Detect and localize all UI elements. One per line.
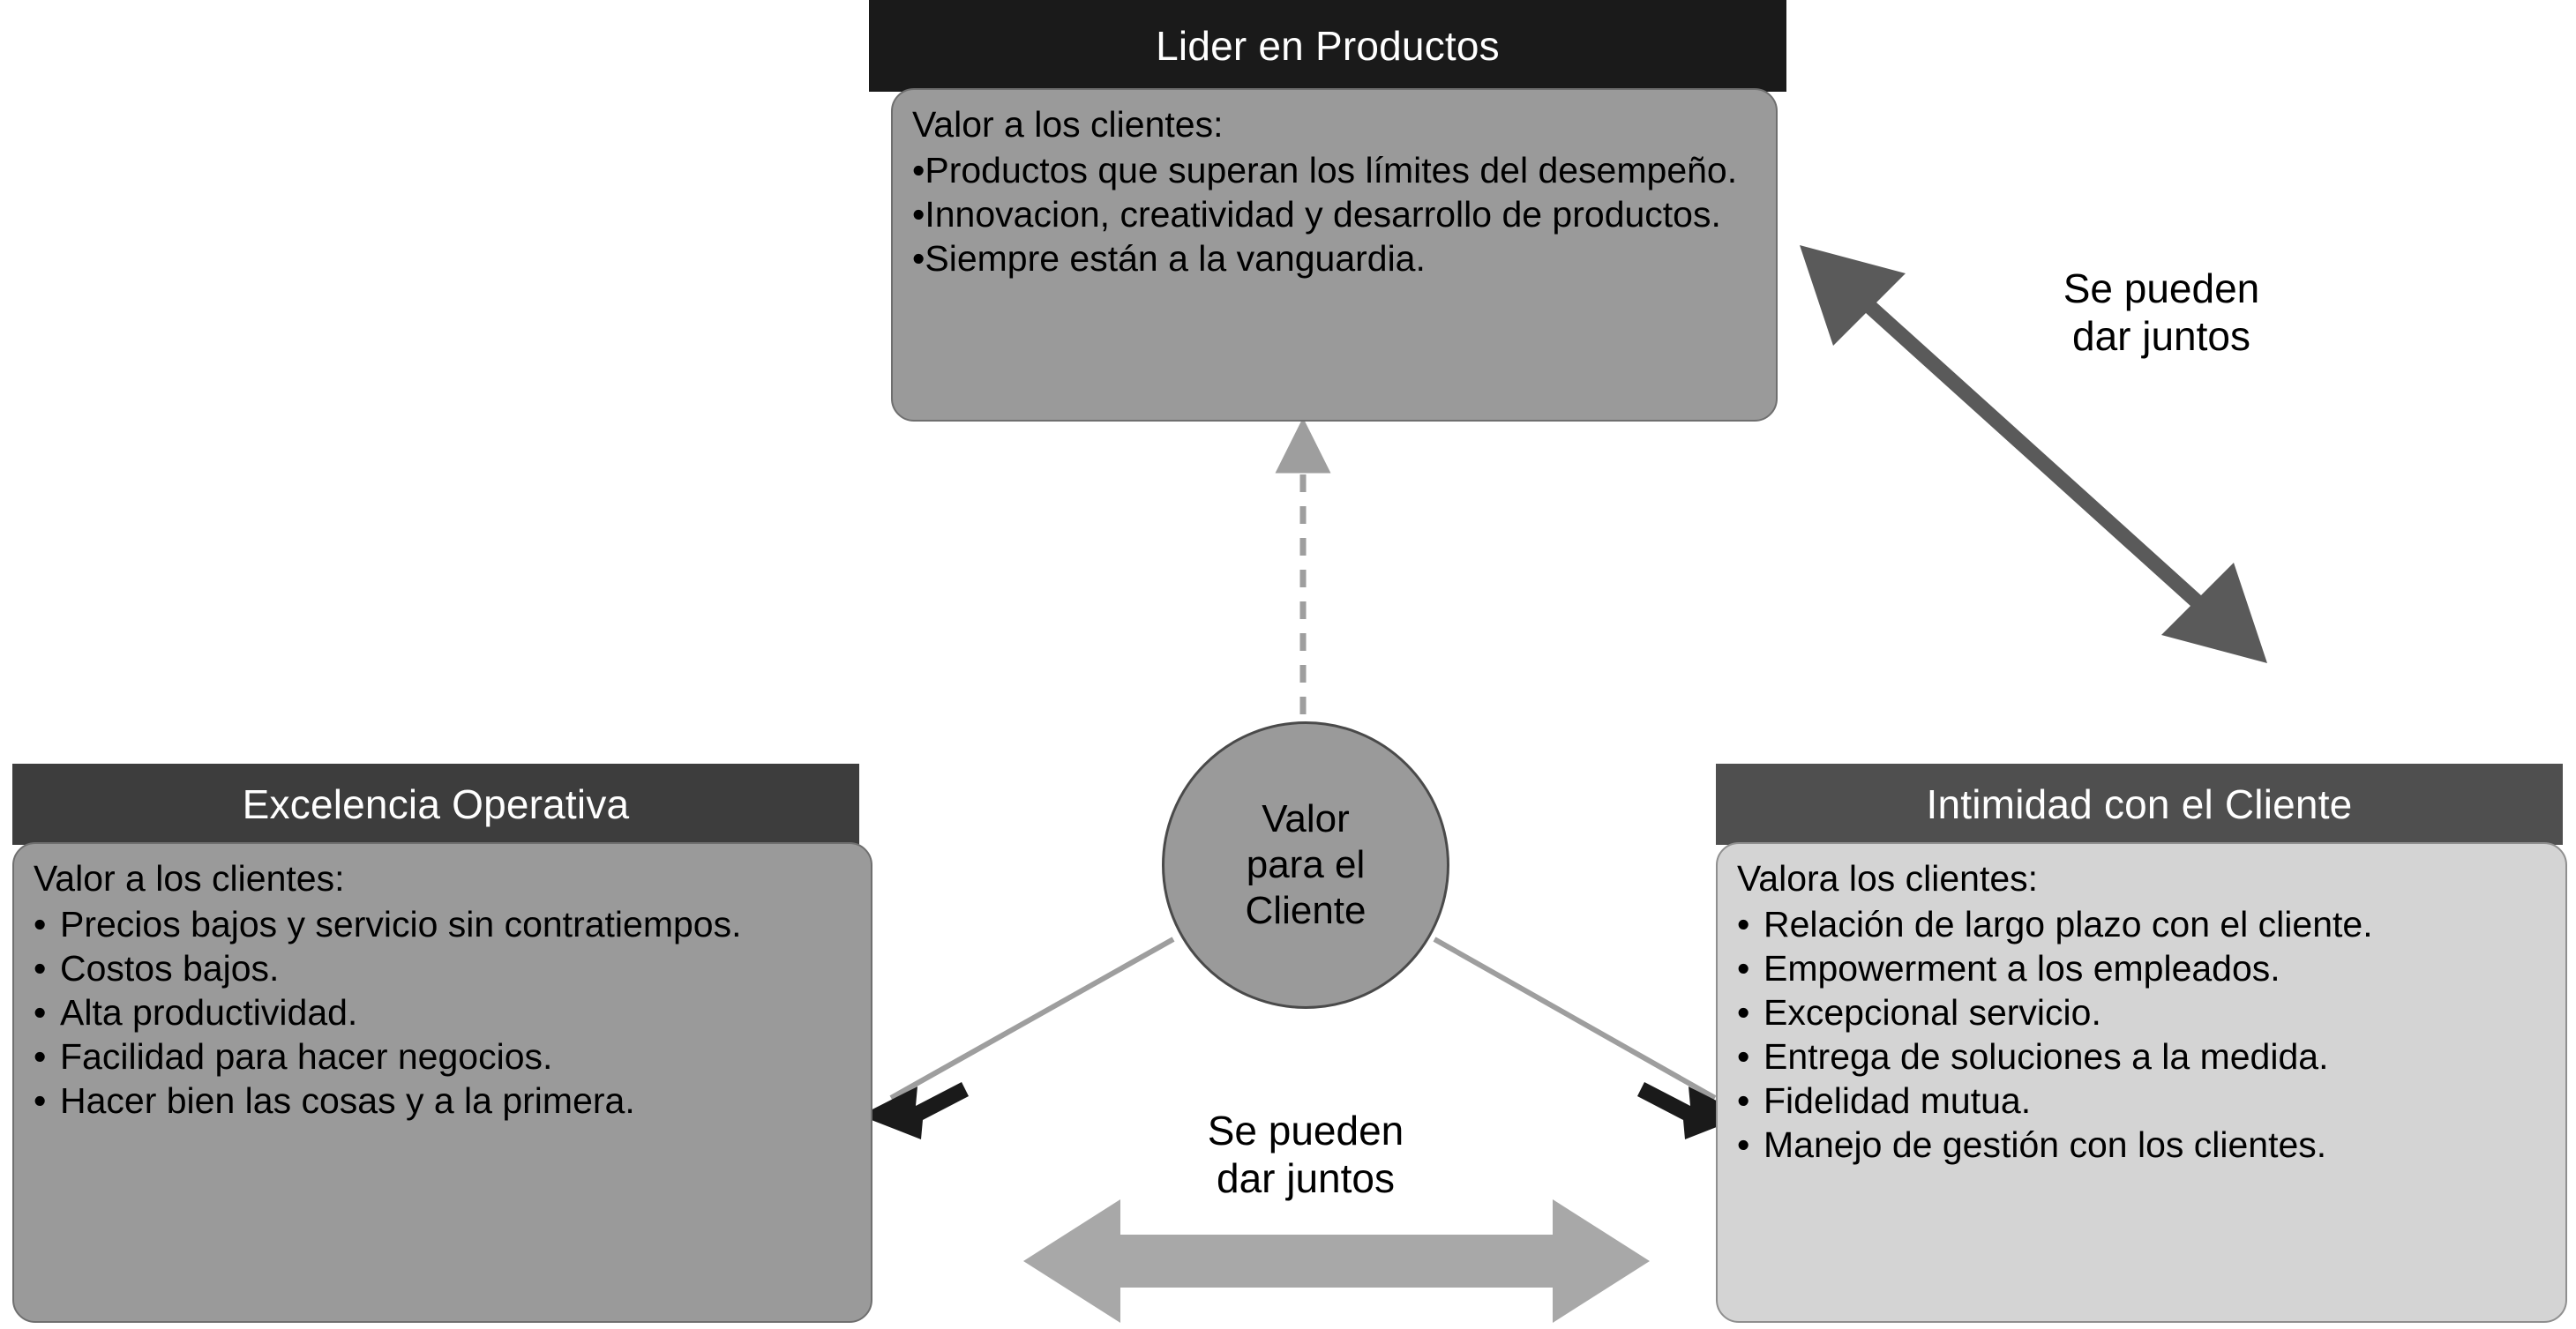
card-header-top xyxy=(869,0,1786,92)
list-item xyxy=(912,236,1756,280)
list-item-text: Entrega de soluciones a la medida. xyxy=(1764,1036,2329,1078)
label-right-line1: Se pueden xyxy=(2063,265,2260,311)
card-top-bullet-list xyxy=(912,148,1756,280)
list-item-text: Costos bajos. xyxy=(60,948,280,989)
list-item-text: Empowerment a los empleados. xyxy=(1764,948,2280,989)
list-item xyxy=(1737,990,2546,1034)
list-item-text: Siempre están a la vanguardia. xyxy=(925,238,1426,280)
card-right-bullet-list xyxy=(1737,902,2546,1167)
bullet-char: • xyxy=(1737,992,1750,1034)
list-item xyxy=(1737,1079,2546,1123)
list-item-text: Relación de largo plazo con el cliente. xyxy=(1764,904,2373,945)
bullet-char: • xyxy=(912,238,925,280)
bullet-char: • xyxy=(1737,1080,1750,1122)
card-header-top-label: Lider en Productos xyxy=(1156,23,1500,69)
card-top-lead: Valor a los clientes: xyxy=(912,104,1224,145)
bullet-char: • xyxy=(34,948,47,989)
list-item xyxy=(34,990,851,1034)
card-header-right xyxy=(1716,764,2563,845)
bullet-char: • xyxy=(34,992,47,1034)
center-node-line2: para el xyxy=(1246,843,1366,887)
arrow-bottom-double xyxy=(1023,1199,1650,1323)
list-item-text: Innovacion, creatividad y desarrollo de productos. xyxy=(925,194,1721,235)
card-body-top xyxy=(891,88,1778,422)
card-body-right xyxy=(1716,842,2567,1323)
card-header-left xyxy=(12,764,859,845)
list-item-text: Manejo de gestión con los clientes. xyxy=(1764,1124,2327,1166)
bullet-char: • xyxy=(1737,948,1750,989)
center-node-line1: Valor xyxy=(1262,797,1350,841)
list-item-text: Precios bajos y servicio sin contratiempos. xyxy=(60,904,742,945)
bullet-char: • xyxy=(912,150,925,191)
bullet-char: • xyxy=(34,1080,47,1122)
label-right-line2: dar juntos xyxy=(2071,313,2250,360)
list-item xyxy=(1737,1034,2546,1079)
list-item xyxy=(34,902,851,946)
card-body-left xyxy=(12,842,872,1323)
label-bottom-line1: Se pueden xyxy=(1207,1108,1404,1154)
list-item xyxy=(34,1034,851,1079)
list-item-text: Facilidad para hacer negocios. xyxy=(60,1036,553,1078)
bullet-char: • xyxy=(1737,1036,1750,1078)
list-item xyxy=(34,1079,851,1123)
list-item xyxy=(34,946,851,990)
list-item-text: Hacer bien las cosas y a la primera. xyxy=(60,1080,635,1122)
bullet-char: • xyxy=(34,1036,47,1078)
list-item xyxy=(1737,1123,2546,1167)
center-node-valor-para-el-cliente xyxy=(1162,721,1449,1009)
list-item xyxy=(912,148,1756,192)
bullet-char: • xyxy=(34,904,47,945)
bullet-char: • xyxy=(1737,904,1750,945)
label-bottom-line2: dar juntos xyxy=(1216,1155,1395,1202)
card-header-left-label: Excelencia Operativa xyxy=(242,781,630,827)
list-item xyxy=(912,192,1756,236)
card-left-lead: Valor a los clientes: xyxy=(34,858,345,899)
list-item-text: Fidelidad mutua. xyxy=(1764,1080,2032,1122)
list-item xyxy=(1737,946,2546,990)
list-item xyxy=(1737,902,2546,946)
list-item-text: Productos que superan los límites del desempeño. xyxy=(925,150,1738,191)
bullet-char: • xyxy=(912,194,925,235)
bullet-char: • xyxy=(1737,1124,1750,1166)
label-se-pueden-dar-juntos-right xyxy=(1976,265,2347,361)
center-node-line3: Cliente xyxy=(1245,888,1367,932)
card-right-lead: Valora los clientes: xyxy=(1737,858,2039,899)
card-left-bullet-list xyxy=(34,902,851,1123)
label-se-pueden-dar-juntos-bottom xyxy=(1120,1107,1491,1203)
card-header-right-label: Intimidad con el Cliente xyxy=(1926,781,2353,827)
list-item-text: Excepcional servicio. xyxy=(1764,992,2101,1034)
list-item-text: Alta productividad. xyxy=(60,992,358,1034)
